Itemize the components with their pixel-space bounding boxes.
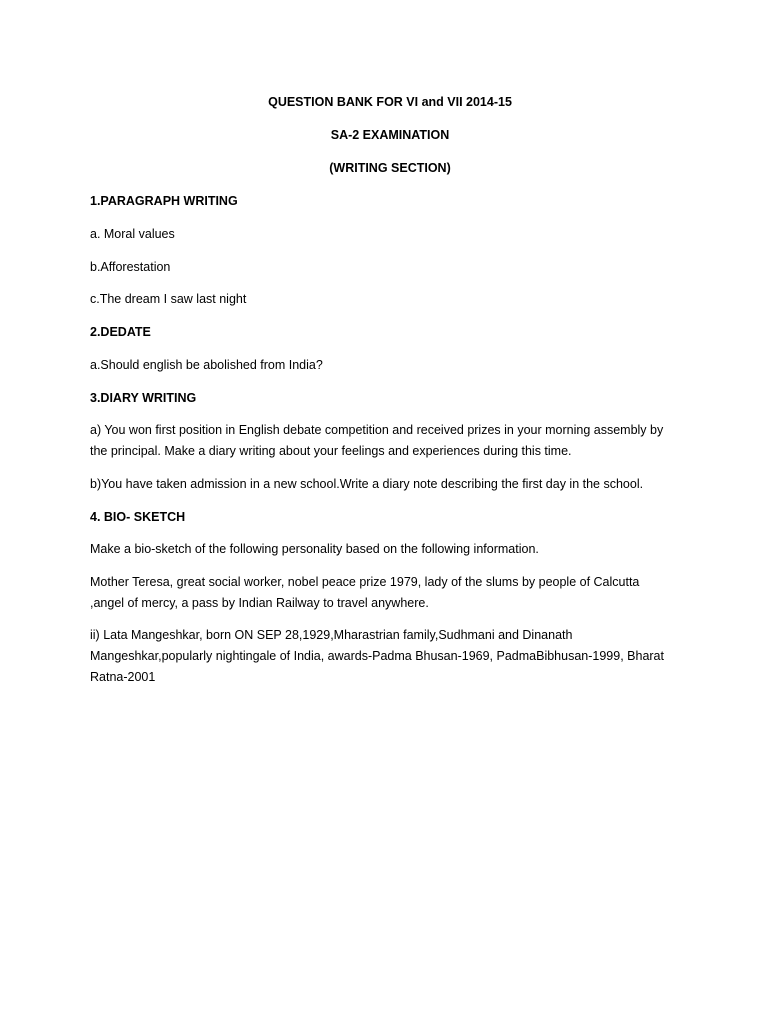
bio-sketch-heading: 4. BIO- SKETCH <box>90 510 186 524</box>
teresa-line1: Mother Teresa, great social worker, nobel peace prize 1979, lady of the slums by people of Calcutta <box>90 575 640 589</box>
bio-sketch-instruction: Make a bio-sketch of the following personality based on the following information. <box>90 542 539 556</box>
diary-writing-heading: 3.DIARY WRITING <box>90 391 197 405</box>
diary-item-a-line1: a) You won first position in English debate competition and received prizes in your morning assembly by <box>90 423 664 437</box>
paragraph-topic-a: a. Moral values <box>90 227 175 241</box>
lata-line1: ii) Lata Mangeshkar, born ON SEP 28,1929,Mharastrian family,Sudhmani and Dinanath <box>90 628 573 642</box>
debate-topic-a: a.Should english be abolished from India? <box>90 358 323 372</box>
debate-heading: 2.DEDATE <box>90 325 151 339</box>
lata-line3: Ratna-2001 <box>90 670 156 684</box>
paragraph-topic-c: c.The dream I saw last night <box>90 292 247 306</box>
paragraph-writing-heading: 1.PARAGRAPH WRITING <box>90 194 238 208</box>
diary-item-b: b)You have taken admission in a new school.Write a diary note describing the first day in the school. <box>90 477 644 491</box>
section-title: (WRITING SECTION) <box>329 161 451 175</box>
paragraph-topic-b: b.Afforestation <box>90 260 171 274</box>
lata-line2: Mangeshkar,popularly nightingale of India, awards-Padma Bhusan-1969, PadmaBibhusan-1999, Bharat <box>90 649 664 663</box>
document-title: QUESTION BANK FOR VI and VII 2014-15 <box>268 95 512 109</box>
exam-title: SA-2 EXAMINATION <box>330 128 450 142</box>
teresa-line2: ,angel of mercy, a pass by Indian Railway to travel anywhere. <box>90 596 429 610</box>
diary-item-a-line2: the principal. Make a diary writing about your feelings and experiences during this time. <box>90 444 572 458</box>
